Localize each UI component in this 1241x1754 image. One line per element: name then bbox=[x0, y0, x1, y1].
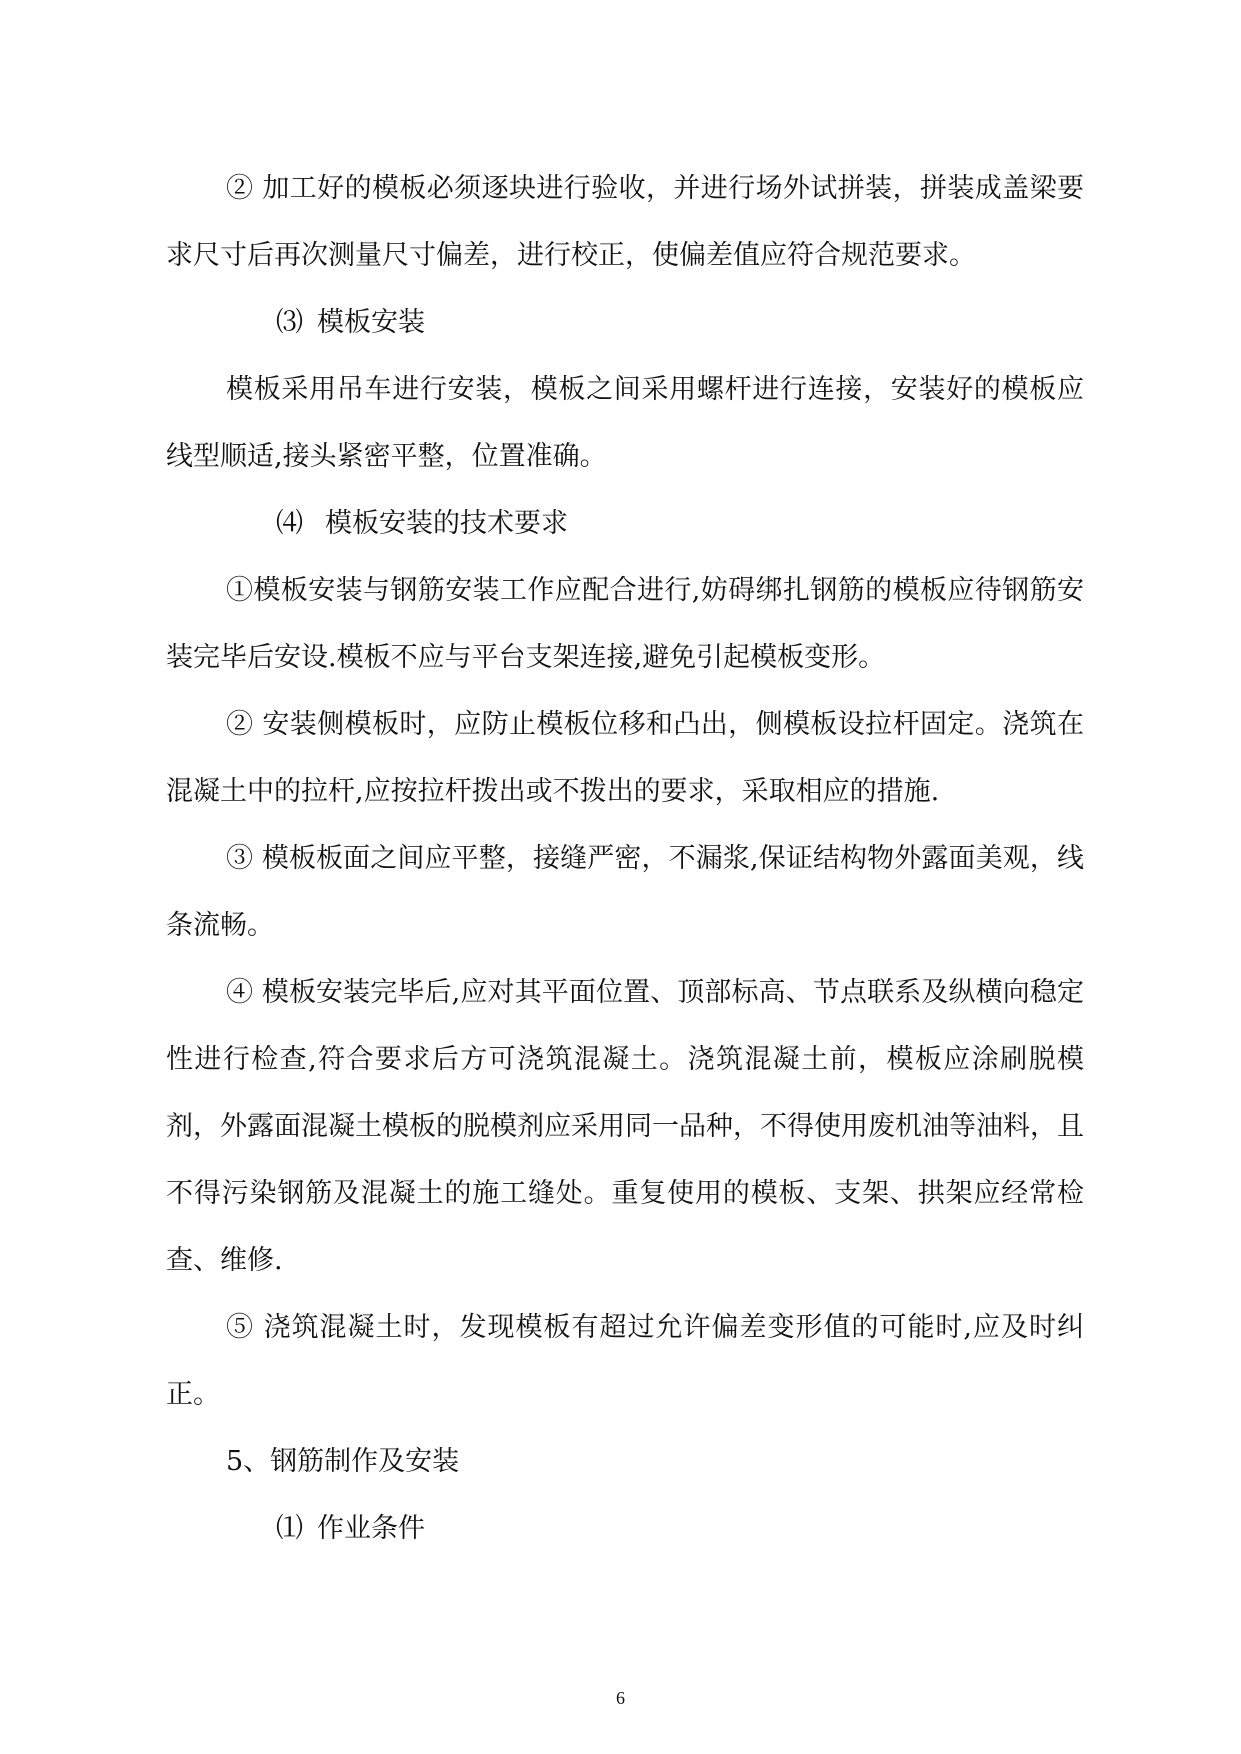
heading-work-conditions bbox=[166, 1495, 1084, 1562]
paragraph-requirement-3: ③ 模板板面之间应平整，接缝严密，不漏浆,保证结构物外露面美观，线条流畅。 bbox=[166, 843, 1084, 941]
heading-number: ⑷ bbox=[276, 508, 303, 539]
heading-formwork-installation bbox=[166, 289, 1084, 356]
paragraph-requirement-4: ④ 模板安装完毕后,应对其平面位置、顶部标高、节点联系及纵横向稳定性进行检查,符合要求后方可浇筑混凝土。浇筑混凝土前，模板应涂刷脱模剂，外露面混凝土模板的脱模剂应采用同一品种，不得使用废机油等油料，且不得污染钢筋及混凝土的施工缝处。重复使用的模板、支架、拱架应经常检查、维修. bbox=[166, 977, 1084, 1276]
paragraph-requirement-1: ①模板安装与钢筋安装工作应配合进行,妨碍绑扎钢筋的模板应待钢筋安装完毕后安设.模板不应与平台支架连接,避免引起模板变形。 bbox=[166, 575, 1084, 673]
heading-text: 模板安装 bbox=[317, 307, 425, 338]
heading-text: 模板安装的技术要求 bbox=[325, 508, 568, 539]
section-rebar-fabrication: 5、钢筋制作及安装 bbox=[226, 1446, 460, 1477]
paragraph-requirement-5: ⑤ 浇筑混凝土时，发现模板有超过允许偏差变形值的可能时,应及时纠正。 bbox=[166, 1312, 1084, 1410]
document-body bbox=[166, 155, 1084, 1562]
page-number: 6 bbox=[616, 1688, 625, 1708]
heading-number: ⑶ bbox=[276, 307, 303, 338]
heading-technical-requirements bbox=[166, 490, 1084, 557]
paragraph-formwork-acceptance: ② 加工好的模板必须逐块进行验收，并进行场外试拼装，拼装成盖梁要求尺寸后再次测量尺寸偏差，进行校正，使偏差值应符合规范要求。 bbox=[166, 173, 1084, 271]
heading-number: ⑴ bbox=[276, 1513, 303, 1544]
paragraph-crane-installation: 模板采用吊车进行安装，模板之间采用螺杆进行连接，安装好的模板应线型顺适,接头紧密平整，位置准确。 bbox=[166, 374, 1084, 472]
paragraph-requirement-2: ② 安装侧模板时，应防止模板位移和凸出，侧模板设拉杆固定。浇筑在混凝土中的拉杆,应按拉杆拨出或不拨出的要求，采取相应的措施. bbox=[166, 709, 1084, 807]
heading-text: 作业条件 bbox=[317, 1513, 425, 1544]
